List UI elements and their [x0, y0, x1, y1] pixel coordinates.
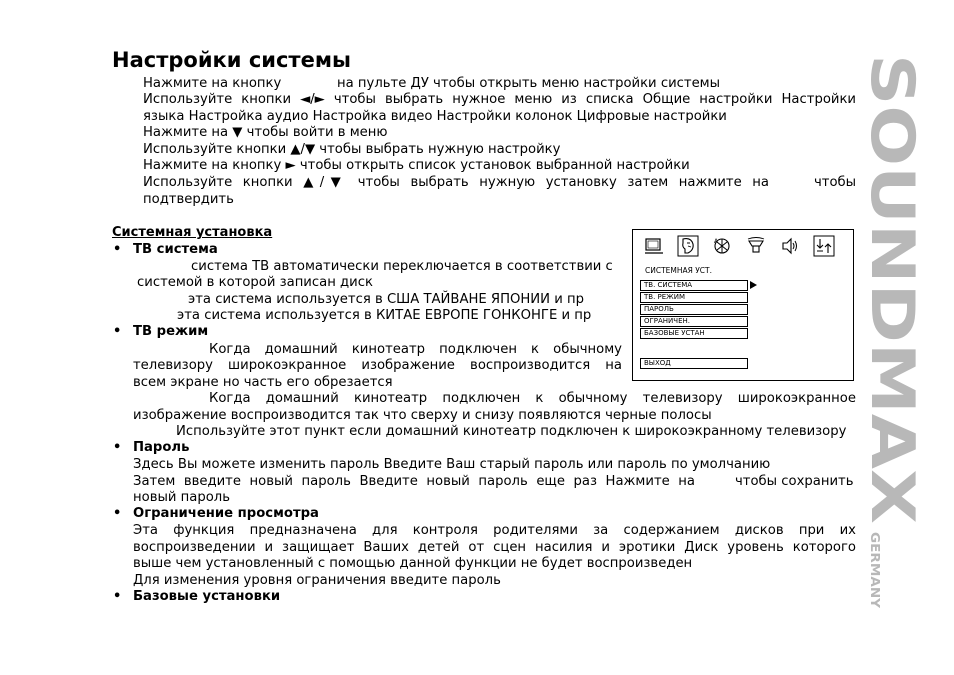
tv-system-line-2: системой в которой записан диск: [137, 275, 373, 290]
page-title: Настройки системы: [112, 48, 351, 72]
tv-system-line-4: эта система используется в КИТАЕ ЕВРОПЕ ГОНКОНГЕ и пр: [177, 308, 592, 323]
language-globe-icon: [711, 235, 733, 257]
brand-sub: GERMANY: [868, 532, 882, 600]
bullet-dot: •: [113, 589, 122, 604]
password-line-3: новый пароль: [133, 490, 230, 505]
monitor-icon: [643, 235, 665, 257]
intro-line-5: Используйте кнопки ▲/▼ чтобы выбрать нужную настройку: [143, 142, 561, 157]
password-heading: Пароль: [133, 440, 190, 455]
brand-name: SOUNDMAX: [857, 54, 927, 450]
tv-system-line-3: эта система используется в США ТАЙВАНЕ ЯПОНИИ и пр: [188, 292, 584, 307]
menu-item-tv-mode[interactable]: ТВ. РЕЖИМ: [640, 292, 748, 303]
tv-mode-line-3: всем экране но часть его обрезается: [133, 375, 393, 390]
tv-mode-line-6: Используйте этот пункт если домашний кинотеатр подключен к широкоэкранному телевизору: [176, 424, 847, 439]
intro-line-3: языка Настройка аудио Настройка видео Настройки колонок Цифровые настройки: [143, 109, 727, 124]
tv-system-line-1: система ТВ автоматически переключается в соответствии с: [191, 259, 613, 274]
password-line-2b: чтобы сохранить: [735, 474, 854, 489]
section-title: Системная установка: [112, 225, 273, 240]
setup-menu-illustration: [632, 229, 854, 381]
tv-system-heading: ТВ система: [133, 242, 218, 257]
menu-item-password[interactable]: ПАРОЛЬ: [640, 304, 748, 315]
restriction-line-4: Для изменения уровня ограничения введите пароль: [133, 573, 501, 588]
tv-mode-heading: ТВ режим: [133, 324, 209, 339]
defaults-heading: Базовые установки: [133, 589, 281, 604]
bullet-dot: •: [113, 324, 122, 339]
bullet-dot: •: [113, 242, 122, 257]
intro-line-2: Используйте кнопки ◄/► чтобы выбрать нужное меню из списка Общие настройки Настройки: [143, 92, 856, 107]
selected-arrow-icon: [750, 281, 757, 289]
intro-line-7a: Используйте кнопки ▲/▼ чтобы выбрать нужную установку затем нажмите на: [143, 175, 769, 190]
intro-line-4: Нажмите на ▼ чтобы войти в меню: [143, 125, 388, 140]
menu-item-defaults[interactable]: БАЗОВЫЕ УСТАН: [640, 328, 748, 339]
tv-mode-line-2: телевизору широкоэкранное изображение воспроизводится на: [133, 358, 622, 373]
password-line-1: Здесь Вы можете изменить пароль Введите Ваш старый пароль или пароль по умолчанию: [133, 457, 771, 472]
speaker-sound-icon: [779, 235, 801, 257]
menu-item-exit[interactable]: ВЫХОД: [640, 358, 748, 369]
password-line-2a: Затем введите новый пароль Введите новый пароль еще раз Нажмите на: [133, 474, 695, 489]
restriction-line-1: Эта функция предназначена для контроля родителями за содержанием дисков при их: [133, 523, 856, 538]
menu-title: СИСТЕМНАЯ УСТ.: [645, 266, 713, 275]
tv-mode-line-1: Когда домашний кинотеатр подключен к обычному: [209, 342, 622, 357]
tv-mode-line-4: Когда домашний кинотеатр подключен к обычному телевизору широкоэкранное: [209, 391, 856, 406]
audio-speaker-icon: [745, 235, 767, 257]
menu-item-restriction[interactable]: ОГРАНИЧЕН.: [640, 316, 748, 327]
restriction-heading: Ограничение просмотра: [133, 506, 319, 521]
restriction-line-3: выше чем установленный с помощью данной функции не будет воспроизведен: [133, 556, 693, 571]
bullet-dot: •: [113, 506, 122, 521]
system-face-icon: [677, 235, 699, 257]
digital-settings-icon: [813, 235, 835, 257]
restriction-line-2: воспроизведении и защищает Ваших детей от сцен насилия и эротики Диск уровень которого: [133, 540, 856, 555]
intro-line-1a: Нажмите на кнопку: [143, 76, 282, 91]
intro-line-8: подтвердить: [143, 192, 234, 207]
svg-text:A: A: [714, 238, 719, 245]
intro-line-7b: чтобы: [814, 175, 857, 190]
soundmax-logo: [857, 52, 927, 612]
bullet-dot: •: [113, 440, 122, 455]
intro-line-1b: на пульте ДУ чтобы открыть меню настройки системы: [337, 76, 721, 91]
intro-line-6: Нажмите на кнопку ► чтобы открыть список установок выбранной настройки: [143, 158, 690, 173]
tv-mode-line-5: изображение воспроизводится так что сверху и снизу появляются черные полосы: [133, 408, 712, 423]
menu-item-tv-system[interactable]: ТВ. СИСТЕМА: [640, 280, 748, 291]
